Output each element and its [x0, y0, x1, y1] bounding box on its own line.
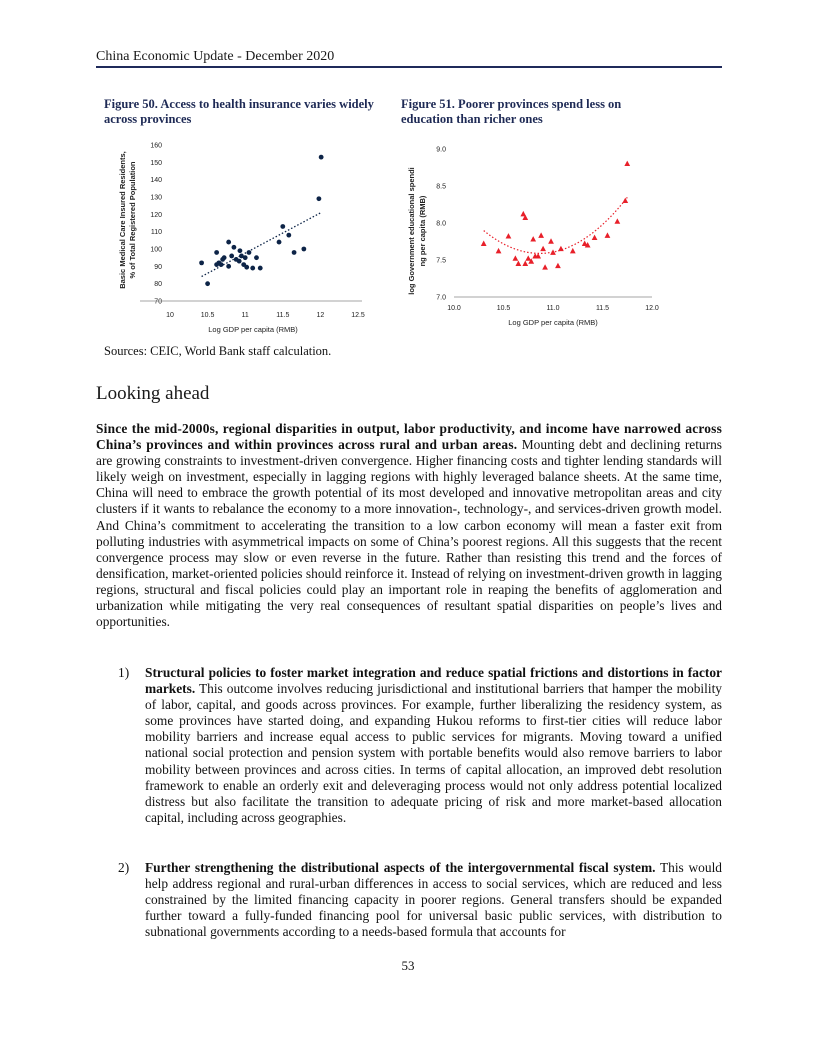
- data-point: [522, 261, 528, 266]
- y-tick-label: 140: [150, 177, 162, 185]
- list-number: 1): [118, 665, 130, 680]
- data-point: [219, 262, 224, 267]
- data-point: [605, 232, 611, 237]
- x-tick-label: 12: [316, 312, 325, 319]
- x-tick-label: 10.0: [447, 305, 461, 312]
- data-point: [614, 218, 620, 223]
- figure-50-chart: [100, 135, 390, 340]
- data-point: [205, 281, 210, 286]
- list-item-text: This would help address regional and rural-urban differences in access to social services, which are reduced and less constrained by the limited financing capacity in poorer regions. General transfers should be expanded further toward a fully-funded financing pool for universal basic public services, with distribution to subnational governments according to a needs-based formula that accounts for: [145, 860, 722, 940]
- intro-text: Mounting debt and declining returns are growing constraints to investment-driven convergence. Higher financing costs and tighter lending standards will likely weigh on investment, especially in lagging regions with highly leveraged balance sheets. At the same time, China will need to embrace the growth potential of its most developed and innovative metropolitan areas and city clusters if it wants to rebalance the economy to a more innovation-, technology-, and services-driven growth model. And China’s commitment to accelerating the transition to a low carbon economy will mean a faster exit from polluting industries with asymmetrical impacts on some of China’s poorest regions. All this suggests that the recent convergence process may slow or even reverse in the future. Rather than resisting this trend and the forces of densification, market-oriented policies should reinforce it. Instead of relying on investment-driven growth in lagging regions, structural and fiscal policies could play an important role in reaping the benefits of agglomeration and urbanization while mitigating the very real consequences of resultant spatial disparities on people’s lives and opportunities.: [96, 437, 722, 630]
- y-tick-label: 120: [150, 211, 162, 219]
- data-point: [247, 250, 252, 255]
- data-point: [229, 254, 234, 259]
- data-point: [570, 248, 576, 253]
- x-tick-label: 11.0: [546, 305, 560, 312]
- data-point: [622, 198, 628, 203]
- intro-bold-lead: Since the mid-2000s, regional disparities in output, labor productivity, and income have narrowed across China’s provinces and within provinces across rural and urban areas.: [96, 421, 722, 453]
- y-tick-label: 7.5: [436, 257, 446, 265]
- data-point: [292, 250, 297, 255]
- data-point: [555, 263, 561, 268]
- figure-51-chart: [398, 135, 688, 340]
- data-point: [538, 232, 544, 237]
- y-tick-label: 160: [150, 142, 162, 150]
- x-tick-label: 12.5: [351, 312, 365, 319]
- data-point: [243, 255, 248, 260]
- page-number: 53: [401, 958, 415, 973]
- figure-51-title: Figure 51. Poorer provinces spend less on education than richer ones: [401, 97, 622, 126]
- data-point: [238, 248, 243, 253]
- data-point: [232, 245, 237, 250]
- data-point: [481, 241, 487, 246]
- data-point: [513, 255, 519, 260]
- y-tick-label: 8.5: [436, 183, 446, 191]
- x-axis-label: Log GDP per capita (RMB): [508, 318, 598, 327]
- data-point: [506, 233, 512, 238]
- intro-paragraph: [96, 421, 722, 630]
- y-tick-label: 130: [150, 194, 162, 202]
- list-item-heading: Structural policies to foster market integration and reduce spatial frictions and distortions in factor markets.: [145, 665, 722, 697]
- data-point: [515, 261, 521, 266]
- data-point: [280, 224, 285, 229]
- trendline: [484, 197, 628, 253]
- y-axis-label-line2: ng per capita (RMB): [418, 195, 427, 267]
- data-point: [244, 265, 249, 270]
- data-point: [624, 161, 630, 166]
- x-tick-label: 11: [241, 312, 249, 319]
- list-item-heading: Further strengthening the distributional aspects of the intergovernmental fiscal system.: [145, 860, 656, 875]
- data-point: [548, 238, 554, 243]
- y-axis-label-line1: Basic Medical Care Insured Residents,: [118, 151, 127, 289]
- data-point: [226, 240, 231, 245]
- running-header: China Economic Update - December 2020: [96, 49, 335, 64]
- data-point: [496, 248, 502, 253]
- x-tick-label: 11.5: [276, 312, 290, 319]
- x-tick-label: 12.0: [645, 305, 659, 312]
- data-point: [199, 260, 204, 265]
- y-tick-label: 100: [150, 246, 162, 254]
- data-point: [222, 255, 227, 260]
- data-point: [254, 255, 259, 260]
- data-point: [301, 247, 306, 252]
- data-point: [316, 196, 321, 201]
- y-tick-label: 7.0: [436, 294, 446, 302]
- y-tick-label: 70: [154, 298, 162, 306]
- x-tick-label: 10: [166, 312, 174, 319]
- y-tick-label: 8.0: [436, 220, 446, 228]
- y-tick-label: 80: [154, 281, 162, 289]
- data-point: [540, 246, 546, 251]
- data-point: [250, 266, 255, 271]
- data-point: [214, 250, 219, 255]
- y-tick-label: 110: [150, 229, 162, 237]
- figure-sources: Sources: CEIC, World Bank staff calculation.: [104, 344, 332, 358]
- list-item: [118, 665, 722, 826]
- y-axis-label-line1: log Government educational spendi: [407, 167, 416, 295]
- y-tick-label: 9.0: [436, 146, 446, 154]
- list-item: [118, 860, 722, 940]
- data-point: [525, 255, 531, 260]
- data-point: [319, 155, 324, 160]
- y-tick-label: 90: [154, 263, 162, 271]
- x-axis-label: Log GDP per capita (RMB): [208, 325, 298, 334]
- x-tick-label: 10.5: [496, 305, 511, 312]
- y-tick-label: 150: [150, 159, 162, 167]
- x-tick-label: 11.5: [595, 305, 610, 312]
- data-point: [286, 233, 291, 238]
- data-point: [226, 264, 231, 269]
- data-point: [530, 236, 536, 241]
- list-item-text: This outcome involves reducing jurisdictional and institutional barriers that hamper the mobility of labor, capital, and goods across provinces. For example, further liberalizing the residency system, as some provinces have started doing, and expanding Hukou reforms to first-tier cities will reduce labor mobility barriers and increase equal access to public services for migrants. Moving toward a unified national social protection and pension system with portable benefits would also remove barriers to labor mobility between provinces and across cities. In terms of capital allocation, an improved debt resolution framework to enable an orderly exit and deleveraging process would not only address potential localized distress but also facilitate the transition to adequate pricing of risk and more market-based allocation capital, including across geographies.: [145, 681, 722, 825]
- x-tick-label: 10.5: [200, 312, 215, 319]
- data-point: [237, 259, 242, 264]
- header-rule: [96, 66, 722, 68]
- data-point: [542, 264, 548, 269]
- data-point: [558, 246, 564, 251]
- list-number: 2): [118, 860, 130, 875]
- figure-50-title: Figure 50. Access to health insurance varies widely across provinces: [104, 97, 374, 126]
- data-point: [258, 266, 263, 271]
- y-axis-label-line2: % of Total Registered Population: [128, 161, 137, 279]
- data-point: [592, 235, 598, 240]
- section-title: Looking ahead: [96, 383, 210, 404]
- data-point: [277, 240, 282, 245]
